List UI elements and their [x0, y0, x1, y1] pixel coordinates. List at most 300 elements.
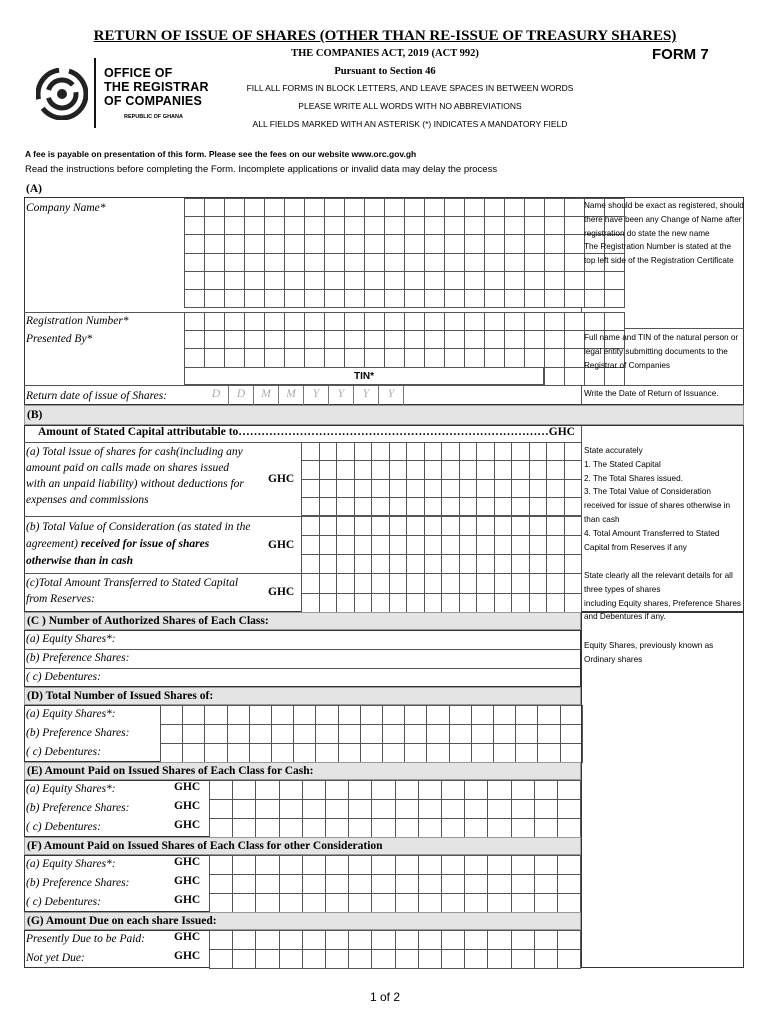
char-box[interactable] [444, 348, 465, 367]
char-box[interactable] [404, 312, 425, 331]
char-box[interactable] [484, 216, 505, 235]
char-box[interactable] [338, 724, 361, 744]
char-box[interactable] [389, 497, 408, 516]
char-box[interactable] [464, 312, 485, 331]
char-box[interactable] [301, 497, 320, 516]
char-box[interactable] [160, 705, 183, 725]
char-box[interactable] [511, 460, 530, 479]
char-box[interactable] [184, 330, 205, 349]
char-box[interactable] [354, 535, 373, 555]
char-box[interactable] [255, 799, 279, 819]
char-box[interactable] [471, 724, 494, 744]
char-box[interactable] [319, 593, 338, 614]
paid-cash-grid[interactable] [209, 780, 580, 837]
char-box[interactable] [384, 271, 405, 290]
char-box[interactable] [325, 855, 349, 875]
char-box[interactable] [494, 593, 513, 614]
char-box[interactable] [204, 198, 225, 217]
char-box[interactable] [324, 289, 345, 308]
char-box[interactable] [209, 855, 233, 875]
char-box[interactable] [264, 348, 285, 367]
char-box[interactable] [244, 312, 265, 331]
char-box[interactable] [471, 743, 494, 763]
char-box[interactable] [224, 253, 245, 272]
char-box[interactable] [557, 855, 581, 875]
char-box[interactable] [459, 497, 478, 516]
char-box[interactable] [441, 949, 465, 969]
char-box[interactable] [301, 573, 320, 594]
char-box[interactable] [371, 855, 395, 875]
char-box[interactable] [264, 216, 285, 235]
char-box[interactable] [354, 497, 373, 516]
char-box[interactable] [515, 743, 538, 763]
char-box[interactable] [544, 289, 565, 308]
char-box[interactable] [537, 705, 560, 725]
char-box[interactable] [546, 479, 565, 498]
char-box[interactable] [487, 949, 511, 969]
date-month-1[interactable]: M [261, 388, 271, 400]
char-box[interactable] [338, 705, 361, 725]
char-box[interactable] [232, 855, 256, 875]
date-day-2[interactable]: D [236, 388, 246, 400]
char-box[interactable] [464, 271, 485, 290]
char-box[interactable] [304, 253, 325, 272]
char-box[interactable] [564, 289, 585, 308]
char-box[interactable] [302, 855, 326, 875]
char-box[interactable] [459, 535, 478, 555]
char-box[interactable] [494, 535, 513, 555]
char-box[interactable] [404, 289, 425, 308]
char-box[interactable] [564, 234, 585, 253]
char-box[interactable] [424, 198, 445, 217]
char-box[interactable] [444, 330, 465, 349]
date-month-2[interactable]: M [286, 388, 296, 400]
char-box[interactable] [284, 253, 305, 272]
char-box[interactable] [360, 743, 383, 763]
char-box[interactable] [344, 234, 365, 253]
char-box[interactable] [424, 460, 443, 479]
char-box[interactable] [302, 780, 326, 800]
char-box[interactable] [464, 253, 485, 272]
char-box[interactable] [336, 593, 355, 614]
char-box[interactable] [344, 289, 365, 308]
char-box[interactable] [364, 312, 385, 331]
char-box[interactable] [302, 893, 326, 913]
char-box[interactable] [494, 573, 513, 594]
char-box[interactable] [604, 312, 625, 331]
char-box[interactable] [204, 289, 225, 308]
char-box[interactable] [209, 930, 233, 950]
char-box[interactable] [249, 743, 272, 763]
char-box[interactable] [459, 442, 478, 461]
char-box[interactable] [284, 271, 305, 290]
char-box[interactable] [364, 271, 385, 290]
char-box[interactable] [319, 460, 338, 479]
char-box[interactable] [546, 593, 565, 614]
char-box[interactable] [279, 799, 303, 819]
char-box[interactable] [544, 330, 565, 349]
char-box[interactable] [232, 893, 256, 913]
char-box[interactable] [504, 253, 525, 272]
char-box[interactable] [204, 253, 225, 272]
char-box[interactable] [515, 705, 538, 725]
char-box[interactable] [511, 855, 535, 875]
char-box[interactable] [319, 516, 338, 536]
char-box[interactable] [324, 312, 345, 331]
char-box[interactable] [544, 198, 565, 217]
char-box[interactable] [441, 573, 460, 594]
char-box[interactable] [293, 705, 316, 725]
char-box[interactable] [371, 874, 395, 894]
char-box[interactable] [264, 253, 285, 272]
char-box[interactable] [529, 497, 548, 516]
char-box[interactable] [395, 799, 419, 819]
char-box[interactable] [384, 234, 405, 253]
char-box[interactable] [464, 799, 488, 819]
char-box[interactable] [244, 216, 265, 235]
char-box[interactable] [424, 312, 445, 331]
char-box[interactable] [315, 705, 338, 725]
char-box[interactable] [494, 497, 513, 516]
char-box[interactable] [384, 198, 405, 217]
char-box[interactable] [546, 516, 565, 536]
char-box[interactable] [244, 198, 265, 217]
char-box[interactable] [336, 479, 355, 498]
char-box[interactable] [406, 573, 425, 594]
char-box[interactable] [348, 799, 372, 819]
char-box[interactable] [544, 271, 565, 290]
char-box[interactable] [476, 593, 495, 614]
char-box[interactable] [244, 271, 265, 290]
char-box[interactable] [546, 442, 565, 461]
char-box[interactable] [534, 855, 558, 875]
char-box[interactable] [424, 289, 445, 308]
char-box[interactable] [244, 289, 265, 308]
char-box[interactable] [279, 930, 303, 950]
char-box[interactable] [464, 818, 488, 838]
char-box[interactable] [371, 799, 395, 819]
char-box[interactable] [404, 724, 427, 744]
char-box[interactable] [279, 818, 303, 838]
char-box[interactable] [584, 271, 605, 290]
char-box[interactable] [209, 893, 233, 913]
char-box[interactable] [564, 479, 583, 498]
char-box[interactable] [354, 479, 373, 498]
transferred-reserves-grid[interactable] [301, 573, 581, 612]
char-box[interactable] [494, 479, 513, 498]
char-box[interactable] [382, 743, 405, 763]
char-box[interactable] [344, 198, 365, 217]
char-box[interactable] [389, 593, 408, 614]
char-box[interactable] [464, 330, 485, 349]
char-box[interactable] [389, 442, 408, 461]
char-box[interactable] [476, 554, 495, 574]
char-box[interactable] [325, 780, 349, 800]
char-box[interactable] [544, 312, 565, 331]
char-box[interactable] [441, 593, 460, 614]
char-box[interactable] [319, 535, 338, 555]
char-box[interactable] [564, 554, 583, 574]
char-box[interactable] [244, 234, 265, 253]
char-box[interactable] [204, 312, 225, 331]
char-box[interactable] [279, 893, 303, 913]
char-box[interactable] [564, 348, 585, 367]
char-box[interactable] [395, 855, 419, 875]
char-box[interactable] [301, 535, 320, 555]
char-box[interactable] [395, 930, 419, 950]
char-box[interactable] [302, 818, 326, 838]
char-box[interactable] [255, 855, 279, 875]
char-box[interactable] [389, 535, 408, 555]
char-box[interactable] [406, 497, 425, 516]
char-box[interactable] [284, 289, 305, 308]
char-box[interactable] [529, 460, 548, 479]
char-box[interactable] [371, 780, 395, 800]
char-box[interactable] [224, 330, 245, 349]
char-box[interactable] [557, 874, 581, 894]
char-box[interactable] [371, 460, 390, 479]
char-box[interactable] [604, 289, 625, 308]
char-box[interactable] [504, 289, 525, 308]
char-box[interactable] [544, 216, 565, 235]
char-box[interactable] [364, 198, 385, 217]
char-box[interactable] [487, 818, 511, 838]
char-box[interactable] [557, 949, 581, 969]
char-box[interactable] [395, 780, 419, 800]
char-box[interactable] [564, 573, 583, 594]
char-box[interactable] [418, 818, 442, 838]
char-box[interactable] [227, 743, 250, 763]
char-box[interactable] [604, 271, 625, 290]
char-box[interactable] [464, 348, 485, 367]
char-box[interactable] [204, 216, 225, 235]
char-box[interactable] [284, 312, 305, 331]
char-box[interactable] [348, 949, 372, 969]
char-box[interactable] [484, 234, 505, 253]
amount-due-grid[interactable] [209, 930, 580, 968]
char-box[interactable] [511, 949, 535, 969]
char-box[interactable] [476, 479, 495, 498]
char-box[interactable] [364, 289, 385, 308]
char-box[interactable] [224, 234, 245, 253]
char-box[interactable] [511, 893, 535, 913]
char-box[interactable] [564, 593, 583, 614]
char-box[interactable] [182, 724, 205, 744]
char-box[interactable] [182, 743, 205, 763]
char-box[interactable] [348, 855, 372, 875]
char-box[interactable] [426, 705, 449, 725]
char-box[interactable] [511, 799, 535, 819]
char-box[interactable] [564, 216, 585, 235]
char-box[interactable] [293, 743, 316, 763]
char-box[interactable] [449, 705, 472, 725]
char-box[interactable] [404, 234, 425, 253]
char-box[interactable] [504, 271, 525, 290]
char-box[interactable] [302, 874, 326, 894]
char-box[interactable] [319, 497, 338, 516]
char-box[interactable] [371, 573, 390, 594]
char-box[interactable] [209, 949, 233, 969]
char-box[interactable] [487, 893, 511, 913]
char-box[interactable] [279, 855, 303, 875]
char-box[interactable] [511, 780, 535, 800]
char-box[interactable] [544, 253, 565, 272]
char-box[interactable] [524, 253, 545, 272]
char-box[interactable] [459, 516, 478, 536]
char-box[interactable] [557, 930, 581, 950]
char-box[interactable] [404, 271, 425, 290]
char-box[interactable] [371, 593, 390, 614]
char-box[interactable] [484, 271, 505, 290]
char-box[interactable] [493, 724, 516, 744]
char-box[interactable] [184, 198, 205, 217]
char-box[interactable] [464, 780, 488, 800]
char-box[interactable] [504, 330, 525, 349]
char-box[interactable] [344, 271, 365, 290]
char-box[interactable] [389, 516, 408, 536]
char-box[interactable] [406, 460, 425, 479]
char-box[interactable] [441, 893, 465, 913]
char-box[interactable] [444, 312, 465, 331]
char-box[interactable] [487, 855, 511, 875]
char-box[interactable] [404, 216, 425, 235]
char-box[interactable] [494, 516, 513, 536]
char-box[interactable] [371, 893, 395, 913]
char-box[interactable] [487, 780, 511, 800]
char-box[interactable] [524, 289, 545, 308]
total-issue-cash-grid[interactable] [301, 442, 581, 515]
char-box[interactable] [493, 705, 516, 725]
char-box[interactable] [184, 289, 205, 308]
char-box[interactable] [424, 348, 445, 367]
date-year-4[interactable]: Y [387, 388, 395, 400]
char-box[interactable] [360, 724, 383, 744]
char-box[interactable] [325, 893, 349, 913]
char-box[interactable] [459, 554, 478, 574]
char-box[interactable] [336, 516, 355, 536]
company-name-grid[interactable] [184, 198, 624, 307]
char-box[interactable] [546, 573, 565, 594]
char-box[interactable] [464, 874, 488, 894]
char-box[interactable] [441, 460, 460, 479]
char-box[interactable] [529, 479, 548, 498]
char-box[interactable] [232, 818, 256, 838]
char-box[interactable] [255, 949, 279, 969]
char-box[interactable] [537, 743, 560, 763]
char-box[interactable] [441, 855, 465, 875]
char-box[interactable] [511, 930, 535, 950]
char-box[interactable] [371, 535, 390, 555]
char-box[interactable] [449, 724, 472, 744]
char-box[interactable] [511, 442, 530, 461]
char-box[interactable] [504, 348, 525, 367]
char-box[interactable] [494, 460, 513, 479]
char-box[interactable] [304, 198, 325, 217]
char-box[interactable] [264, 312, 285, 331]
char-box[interactable] [464, 216, 485, 235]
char-box[interactable] [348, 780, 372, 800]
char-box[interactable] [564, 516, 583, 536]
char-box[interactable] [444, 216, 465, 235]
char-box[interactable] [484, 198, 505, 217]
char-box[interactable] [348, 818, 372, 838]
char-box[interactable] [424, 442, 443, 461]
char-box[interactable] [279, 874, 303, 894]
char-box[interactable] [418, 780, 442, 800]
char-box[interactable] [444, 271, 465, 290]
char-box[interactable] [384, 253, 405, 272]
char-box[interactable] [494, 442, 513, 461]
char-box[interactable] [315, 724, 338, 744]
char-box[interactable] [404, 198, 425, 217]
char-box[interactable] [324, 234, 345, 253]
char-box[interactable] [564, 253, 585, 272]
char-box[interactable] [564, 198, 585, 217]
char-box[interactable] [304, 234, 325, 253]
char-box[interactable] [348, 930, 372, 950]
char-box[interactable] [384, 312, 405, 331]
char-box[interactable] [564, 460, 583, 479]
char-box[interactable] [301, 593, 320, 614]
char-box[interactable] [424, 554, 443, 574]
char-box[interactable] [424, 234, 445, 253]
char-box[interactable] [227, 705, 250, 725]
char-box[interactable] [424, 535, 443, 555]
char-box[interactable] [389, 460, 408, 479]
char-box[interactable] [564, 367, 585, 386]
char-box[interactable] [564, 312, 585, 331]
char-box[interactable] [319, 573, 338, 594]
char-box[interactable] [371, 516, 390, 536]
char-box[interactable] [364, 348, 385, 367]
char-box[interactable] [302, 799, 326, 819]
char-box[interactable] [160, 724, 183, 744]
char-box[interactable] [424, 253, 445, 272]
char-box[interactable] [348, 893, 372, 913]
char-box[interactable] [395, 949, 419, 969]
char-box[interactable] [244, 330, 265, 349]
tin-field[interactable] [184, 367, 544, 385]
char-box[interactable] [336, 554, 355, 574]
char-box[interactable] [224, 348, 245, 367]
char-box[interactable] [494, 554, 513, 574]
char-box[interactable] [354, 554, 373, 574]
char-box[interactable] [529, 535, 548, 555]
char-box[interactable] [564, 535, 583, 555]
char-box[interactable] [182, 705, 205, 725]
char-box[interactable] [524, 198, 545, 217]
char-box[interactable] [424, 573, 443, 594]
char-box[interactable] [255, 874, 279, 894]
char-box[interactable] [424, 593, 443, 614]
char-box[interactable] [371, 949, 395, 969]
char-box[interactable] [484, 348, 505, 367]
char-box[interactable] [424, 330, 445, 349]
char-box[interactable] [476, 516, 495, 536]
char-box[interactable] [511, 573, 530, 594]
char-box[interactable] [459, 479, 478, 498]
char-box[interactable] [284, 216, 305, 235]
char-box[interactable] [529, 573, 548, 594]
char-box[interactable] [464, 289, 485, 308]
char-box[interactable] [244, 348, 265, 367]
date-year-2[interactable]: Y [337, 388, 345, 400]
char-box[interactable] [444, 289, 465, 308]
char-box[interactable] [255, 893, 279, 913]
char-box[interactable] [302, 930, 326, 950]
char-box[interactable] [441, 535, 460, 555]
char-box[interactable] [529, 442, 548, 461]
